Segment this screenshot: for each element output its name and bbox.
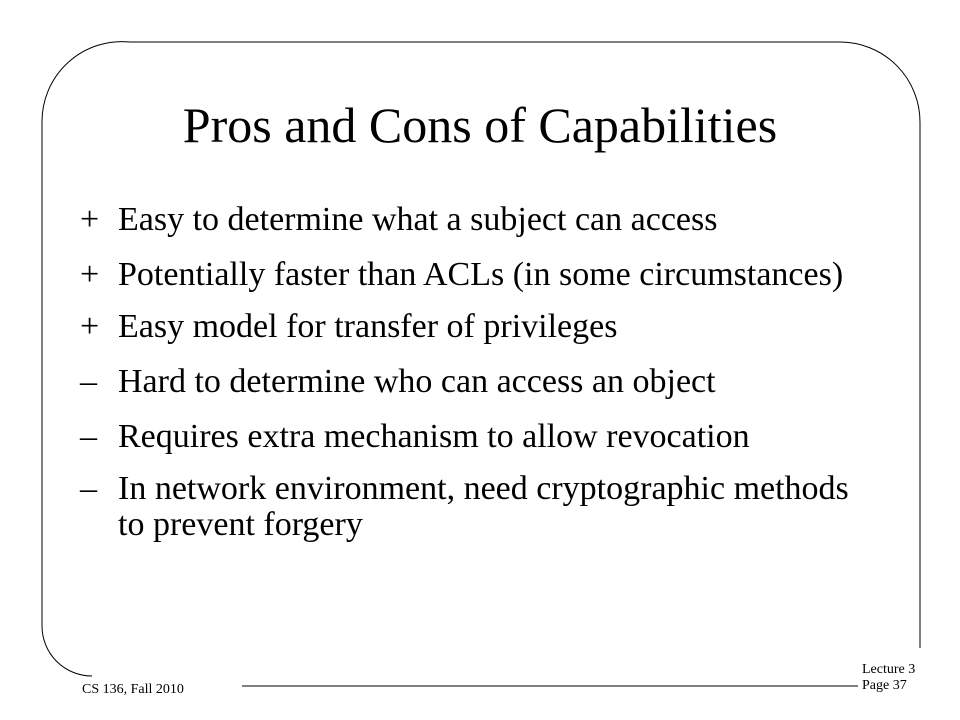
- bullet-item: [80, 471, 880, 543]
- bullet-text: Requires extra mechanism to allow revocation: [118, 418, 750, 455]
- minus-marker: –: [80, 470, 97, 507]
- bullet-text: Easy model for transfer of privileges: [118, 308, 618, 345]
- bullet-text: Easy to determine what a subject can access: [118, 201, 718, 238]
- bullet-item: [80, 202, 880, 238]
- bullet-item: [80, 419, 880, 455]
- footer-course: CS 136, Fall 2010: [82, 682, 184, 697]
- slide-title: Pros and Cons of Capabilities: [182, 97, 778, 153]
- bullet-item: [80, 309, 880, 345]
- bullet-text: In network environment, need cryptographic methods to prevent forgery: [118, 470, 849, 543]
- bullet-item: [80, 364, 880, 400]
- plus-marker: +: [80, 201, 100, 238]
- bullet-item: [80, 257, 880, 293]
- plus-marker: +: [80, 256, 100, 293]
- minus-marker: –: [80, 418, 97, 455]
- footer-page: Page 37: [862, 678, 907, 693]
- bullet-text: Hard to determine who can access an object: [118, 363, 716, 400]
- bullet-text: Potentially faster than ACLs (in some circumstances): [118, 256, 844, 293]
- footer-lecture: Lecture 3: [862, 662, 916, 677]
- minus-marker: –: [80, 363, 97, 400]
- bullet-list: [80, 202, 880, 559]
- footer-lecture-page: [862, 662, 942, 694]
- plus-marker: +: [80, 308, 100, 345]
